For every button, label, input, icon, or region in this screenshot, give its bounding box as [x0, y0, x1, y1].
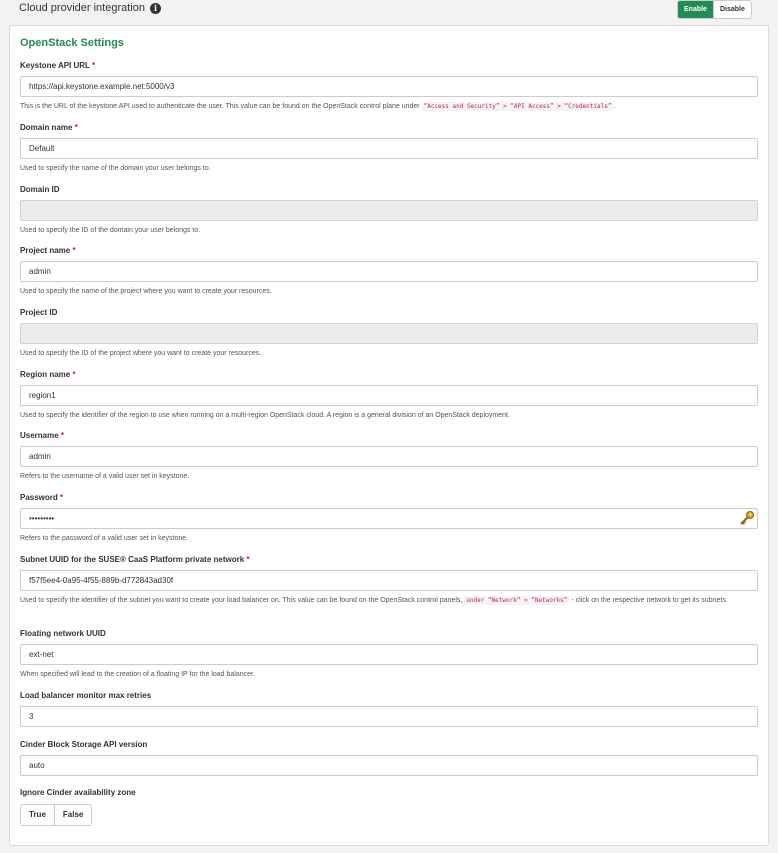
required-marker: *	[74, 123, 78, 132]
field-cinder-version	[20, 740, 758, 776]
domain-id-input[interactable]	[20, 200, 758, 221]
enable-button[interactable]: Enable	[678, 1, 713, 18]
lb-retries-label: Load balancer monitor max retries	[20, 691, 152, 700]
password-help: Refers to the password of a valid user set in keystone.	[20, 535, 189, 542]
field-username	[20, 431, 758, 482]
field-region-name	[20, 370, 758, 421]
floating-network-label: Floating network UUID	[20, 629, 106, 638]
project-id-label: Project ID	[20, 308, 58, 317]
project-name-label: Project name	[20, 246, 71, 255]
username-label: Username	[20, 431, 59, 440]
field-ignore-cinder	[20, 788, 758, 826]
cinder-version-label: Cinder Block Storage API version	[20, 740, 148, 749]
subnet-uuid-input[interactable]: f57f5ee4-0a95-4f55-889b-d772843ad30f	[20, 570, 758, 591]
floating-network-input[interactable]: ext-net	[20, 644, 758, 665]
field-password	[20, 493, 758, 544]
password-label: Password	[20, 493, 58, 502]
subnet-uuid-help	[20, 595, 758, 606]
domain-id-label: Domain ID	[20, 185, 60, 194]
field-project-name	[20, 246, 758, 297]
help-text: This is the URL of the keystone API used to authenticate the user. This value can be found on the OpenStack control plane under	[20, 103, 422, 110]
required-marker: *	[92, 61, 96, 70]
field-subnet-uuid	[20, 555, 758, 606]
project-name-help: Used to specify the name of the project where you want to create your resources.	[20, 288, 272, 295]
domain-name-label: Domain name	[20, 123, 73, 132]
keystone-url-label: Keystone API URL	[20, 61, 90, 70]
region-name-label: Region name	[20, 370, 71, 379]
domain-name-help: Used to specify the name of the domain your user belongs to.	[20, 165, 211, 172]
field-lb-retries	[20, 691, 758, 727]
required-marker: *	[60, 493, 64, 502]
region-name-input[interactable]: region1	[20, 385, 758, 406]
field-floating-network	[20, 629, 758, 680]
password-input[interactable]	[20, 508, 758, 529]
keystone-url-help	[20, 101, 758, 112]
domain-name-input[interactable]: Default	[20, 138, 758, 159]
help-text: Used to specify the identifier of the subnet you want to create your load balancer on. This value can be found on the OpenStack control panels,	[20, 597, 465, 604]
ignore-cinder-toggle	[20, 804, 92, 826]
required-marker: *	[246, 555, 250, 564]
field-project-id	[20, 308, 758, 359]
true-button[interactable]: True	[21, 805, 54, 825]
subnet-uuid-label: Subnet UUID for the SUSE® CaaS Platform private network	[20, 555, 245, 564]
username-input[interactable]: admin	[20, 446, 758, 467]
floating-network-help: When specified will lead to the creation of a floating IP for the load balancer.	[20, 671, 255, 678]
field-domain-name	[20, 123, 758, 174]
disable-button[interactable]: Disable	[713, 1, 751, 18]
key-icon[interactable]	[739, 510, 755, 527]
header-bar	[0, 0, 778, 26]
cinder-version-input[interactable]: auto	[20, 755, 758, 776]
panel-title: OpenStack Settings	[20, 37, 124, 49]
enable-disable-toggle	[677, 0, 752, 19]
project-id-input[interactable]	[20, 323, 758, 344]
help-suffix: .	[613, 103, 616, 110]
help-code: under “Network” > “Networks”	[466, 597, 568, 604]
required-marker: *	[60, 431, 65, 440]
help-code: “Access and Security” > “API Access” > “Credentials”	[423, 103, 612, 110]
keystone-url-input[interactable]: https://api.keystone.example.net:5000/v3	[20, 76, 758, 97]
field-keystone-url	[20, 61, 758, 112]
false-button[interactable]: False	[54, 805, 91, 825]
password-mask: •••••••••	[29, 514, 55, 523]
username-help: Refers to the username of a valid user set in keystone.	[20, 473, 190, 480]
project-id-help: Used to specify the ID of the project where you want to create your resources.	[20, 350, 262, 357]
header-title: Cloud provider integration	[19, 2, 145, 14]
field-domain-id	[20, 185, 758, 236]
required-marker: *	[72, 246, 76, 255]
header-title-wrap	[19, 1, 161, 15]
required-marker: *	[72, 370, 76, 379]
domain-id-help: Used to specify the ID of the domain your user belongs to.	[20, 227, 201, 234]
lb-retries-input[interactable]: 3	[20, 706, 758, 727]
openstack-settings-panel	[9, 25, 769, 846]
info-icon[interactable]: i	[150, 3, 161, 14]
ignore-cinder-label: Ignore Cinder availability zone	[20, 788, 136, 797]
help-suffix: - click on the respective network to get its subnets.	[569, 597, 728, 604]
project-name-input[interactable]: admin	[20, 261, 758, 282]
region-name-help: Used to specify the identifier of the region to use when running on a multi-region OpenStack cloud. A region is a general division of an OpenStack deployment.	[20, 412, 510, 419]
